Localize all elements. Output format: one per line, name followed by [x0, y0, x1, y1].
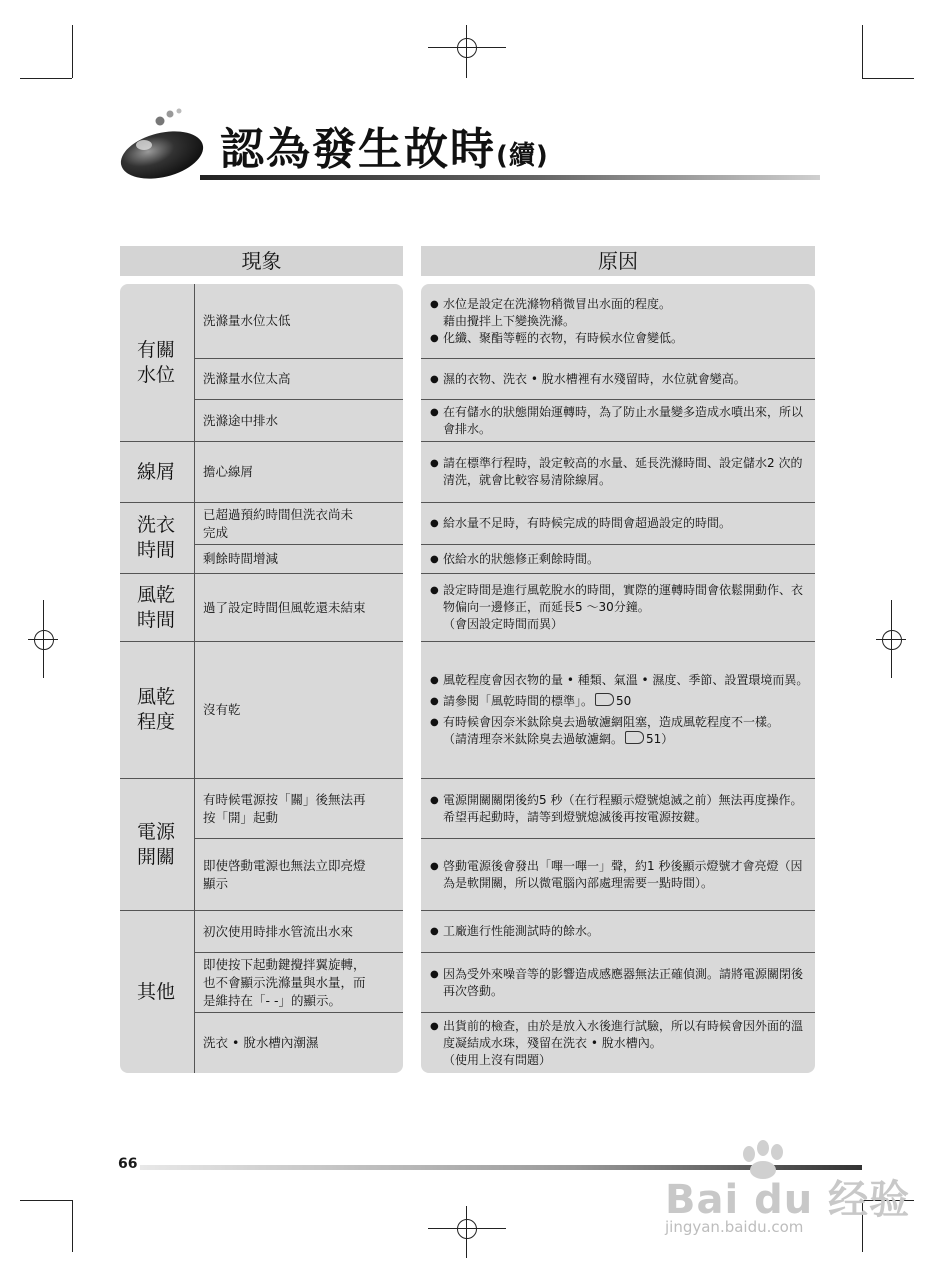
symptom-cell: 擔心線屑 — [203, 464, 254, 479]
page-reference: 50 — [616, 694, 632, 708]
page-title-suffix: (續) — [496, 141, 549, 171]
symptom-cell: 剩餘時間增減 — [203, 551, 279, 566]
symptom-cell: 初次使用時排水管流出水來 — [203, 923, 354, 939]
cause-cell: ● 請在標準行程時，設定較高的水量、延長洗滌時間、設定儲水2 次的清洗，就會比較容易清除線屑。 — [430, 442, 810, 502]
page-reference: 51） — [646, 732, 674, 746]
cause-cell: ● 啓動電源後會發出「嗶一嗶一」聲，約1 秒後顯示燈號才會亮燈（因為是軟開關，所以微電腦內部處理需要一點時間）。 — [430, 839, 810, 910]
symptom-cell: 洗衣 • 脫水槽內潮濕 — [203, 1035, 319, 1050]
cause-cell: ● 給水量不足時，有時候完成的時間會超過設定的時間。 — [430, 503, 810, 544]
symptom-cell: 沒有乾 — [203, 702, 241, 717]
page-reference-icon — [625, 731, 644, 744]
category-wash-time: 洗衣 時間 — [136, 514, 175, 561]
cause-cell: ● 風乾程度會因衣物的量 • 種類、氣溫 • 濕度、季節、設置環境而異。 ● 請參閱「風乾時間的標準」。 50 ● 有時候會因奈米鈦除臭去過敏濾網阻塞，造成風乾程度不一樣。 （請清理奈米鈦除臭去過敏濾網。 51） — [430, 642, 810, 778]
cause-cell: ● 在有儲水的狀態開始運轉時，為了防止水量變多造成水噴出來，所以會排水。 — [430, 400, 810, 441]
category-dry-level: 風乾 程度 — [136, 686, 175, 733]
cause-cell: ● 水位是設定在洗滌物稍微冒出水面的程度。 藉由攪拌上下變換洗滌。 ● 化纖、聚酯等輕的衣物，有時候水位會變低。 — [430, 284, 810, 358]
symptom-cell: 即使啓動電源也無法立即亮燈 顯示 — [203, 857, 366, 891]
cause-cell: ● 電源開關關閉後約5 秒（在行程顯示燈號熄滅之前）無法再度操作。希望再起動時，請等到燈號熄滅後再按電源按鍵。 — [430, 779, 810, 838]
watermark-url: jingyan.baidu.com — [665, 1218, 804, 1236]
page-title: 認為發生故時(續) — [220, 124, 549, 175]
symptom-cell: 洗滌途中排水 — [203, 412, 279, 428]
page-header — [120, 105, 820, 185]
symptom-cell: 即使按下起動鍵攪拌翼旋轉， 也不會顯示洗滌量與水量，而 是維持在「- -」的顯示。 — [203, 956, 366, 1008]
title-underline — [200, 175, 820, 180]
cause-cell: ● 設定時間是進行風乾脫水的時間，實際的運轉時間會依鬆開動作、衣物偏向一邊修正，而延長5 ～30分鐘。 （會因設定時間而異） — [430, 574, 810, 641]
cause-cell: ● 出貨前的檢查，由於是放入水後進行試驗，所以有時候會因外面的溫度凝結成水珠，殘留在洗衣 • 脫水槽內。 （使用上沒有問題） — [430, 1013, 810, 1073]
cause-cell: ● 因為受外來噪音等的影響造成感應器無法正確偵測。請將電源關閉後再次啓動。 — [430, 953, 810, 1012]
page-number: 66 — [118, 1156, 138, 1172]
category-lint: 線屑 — [136, 460, 175, 483]
symptom-cell: 洗滌量水位太低 — [203, 313, 291, 328]
category-power-switch: 電源 開關 — [136, 820, 175, 868]
cause-cell: ● 濕的衣物、洗衣 • 脫水槽裡有水殘留時，水位就會變高。 — [430, 359, 810, 399]
symptom-cell: 已超過預約時間但洗衣尚未 完成 — [203, 506, 354, 540]
page-reference-icon — [595, 693, 614, 706]
cause-cell: ● 依給水的狀態修正剩餘時間。 — [430, 545, 810, 573]
symptom-cell: 洗滌量水位太高 — [203, 371, 291, 386]
category-water-level: 有關 水位 — [136, 338, 175, 386]
cause-column-header: 原因 — [421, 246, 815, 276]
symptom-cell: 過了設定時間但風乾還未結束 — [203, 599, 366, 615]
bubble-logo-icon — [120, 105, 220, 185]
symptom-cell: 有時候電源按「關」後無法再 按「開」起動 — [203, 791, 366, 825]
category-dry-time: 風乾 時間 — [136, 583, 175, 631]
watermark-logo: Bai du 经验 — [665, 1177, 911, 1223]
cause-cell: ● 工廠進行性能測試時的餘水。 — [430, 911, 810, 952]
symptom-column-header: 現象 — [120, 246, 403, 276]
category-other: 其他 — [136, 980, 175, 1003]
